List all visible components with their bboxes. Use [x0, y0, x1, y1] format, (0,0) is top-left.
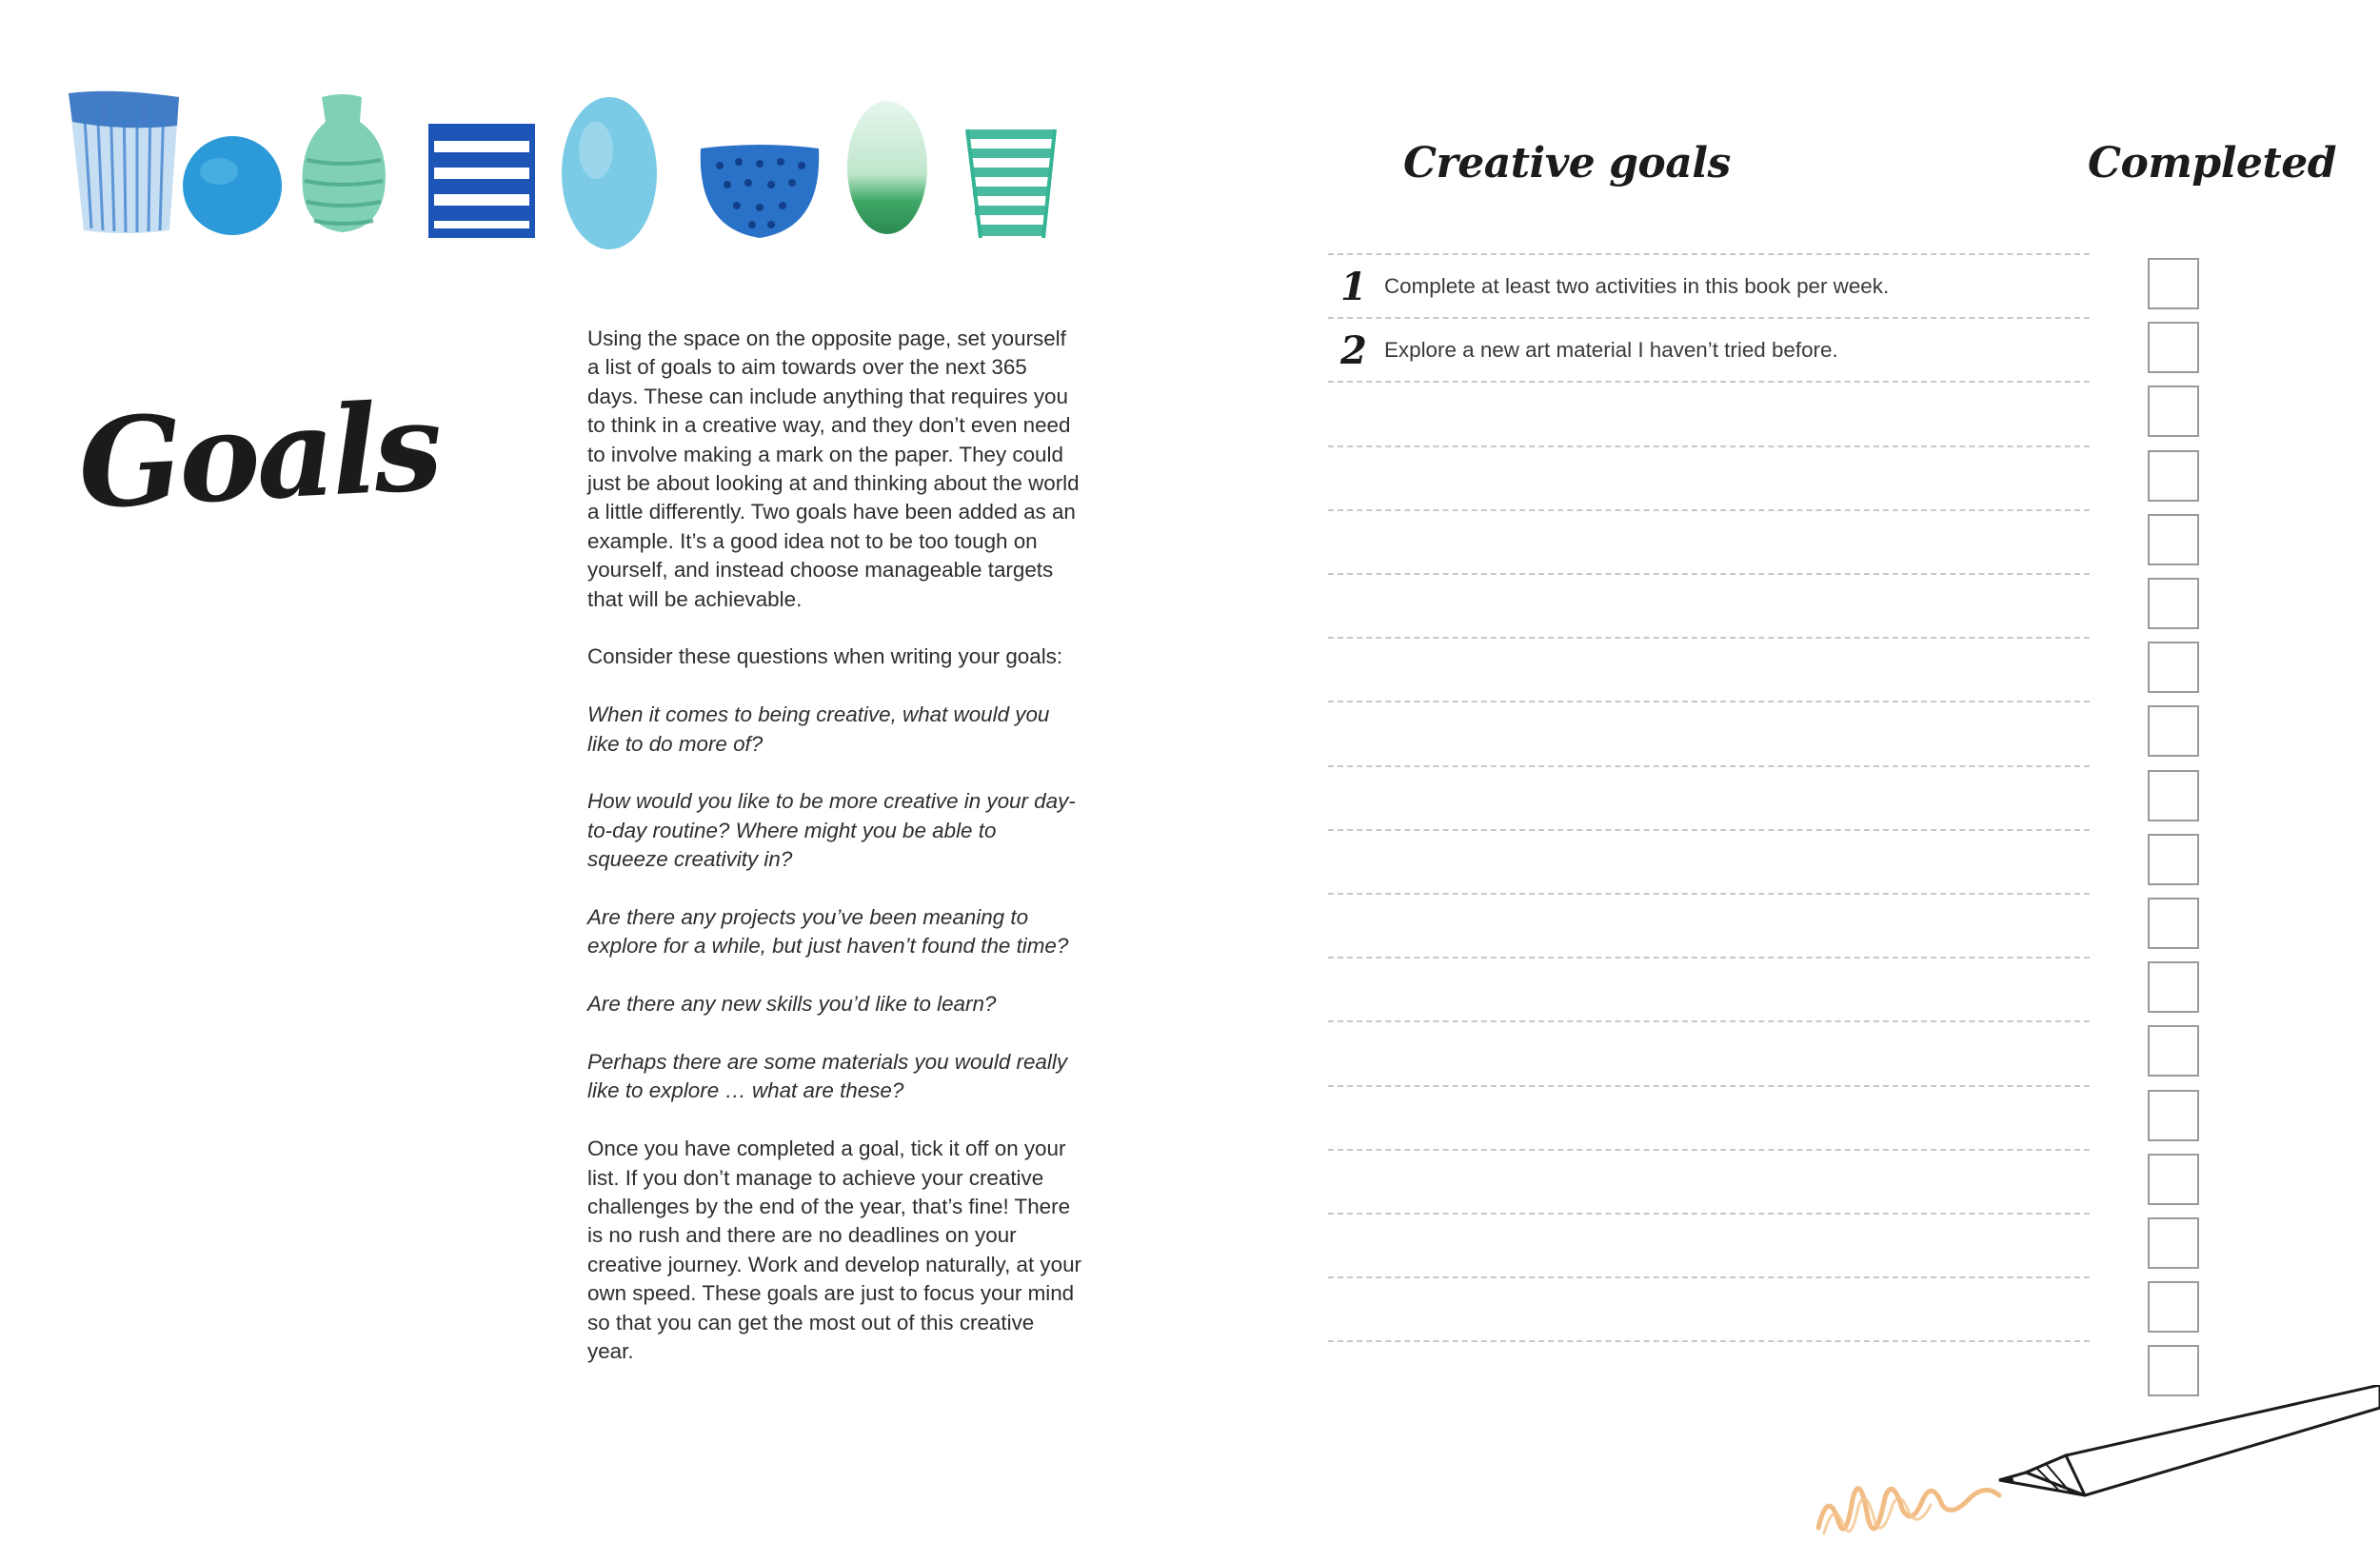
- goal-line: [1328, 701, 2090, 702]
- vase-round-blue: [183, 136, 282, 235]
- goal-line: [1328, 1213, 2090, 1215]
- goal-line: [1328, 509, 2090, 511]
- goal-row[interactable]: [1340, 326, 1838, 374]
- goal-line: [1328, 1340, 2090, 1342]
- goal-text: Complete at least two activities in this book per week.: [1384, 274, 1890, 298]
- completed-checkbox[interactable]: [2148, 834, 2199, 885]
- completed-checkbox[interactable]: [2148, 322, 2199, 373]
- goal-text: Explore a new art material I haven’t tried before.: [1384, 338, 1838, 363]
- completed-checkbox[interactable]: [2148, 705, 2199, 757]
- goal-row[interactable]: [1340, 263, 1889, 310]
- completed-checkbox[interactable]: [2148, 258, 2199, 309]
- completed-checkbox[interactable]: [2148, 1025, 2199, 1077]
- completed-checkbox[interactable]: [2148, 450, 2199, 502]
- page-title: Goals: [74, 375, 443, 537]
- goal-line: [1328, 317, 2090, 319]
- completed-checkbox[interactable]: [2148, 1217, 2199, 1269]
- watercolour-vases-illustration: [57, 86, 1066, 257]
- vase-striped-cup: [69, 91, 179, 233]
- vase-teal-stripes: [967, 129, 1055, 238]
- prompt-question: Are there any projects you’ve been meaning to explore for a while, but just haven’t found the time?: [587, 905, 1069, 959]
- goal-line: [1328, 253, 2090, 255]
- intro-paragraph: Using the space on the opposite page, set yourself a list of goals to aim towards over the next 365 days. These can include anything that requires you to think in a creative way, and they don’t even need to involve making a mark on the paper. They could just be about looking at and thinking about the world a little differently. Two goals have been added as an example. It’s a good idea not to be too tough on yourself, and instead choose manageable targets that will be achievable.: [587, 326, 1080, 611]
- prompt-question: How would you like to be more creative in your day-to-day routine? Where might you be able to squeeze creativity in?: [587, 789, 1076, 872]
- goal-line: [1328, 573, 2090, 575]
- goal-line: [1328, 1020, 2090, 1022]
- goal-line: [1328, 1276, 2090, 1278]
- goal-line: [1328, 381, 2090, 383]
- prompt-question: Are there any new skills you’d like to learn?: [587, 992, 997, 1017]
- completed-heading: Completed: [2088, 139, 2336, 188]
- vase-green-bottle: [303, 94, 386, 232]
- goal-line: [1328, 1149, 2090, 1151]
- goal-line: [1328, 829, 2090, 831]
- goal-number: 1: [1340, 264, 1367, 309]
- goal-line: [1328, 893, 2090, 895]
- completed-checkbox[interactable]: [2148, 514, 2199, 565]
- completed-checkbox[interactable]: [2148, 386, 2199, 437]
- vase-green-ombre: [847, 101, 927, 234]
- goal-line: [1328, 957, 2090, 959]
- completed-checkbox[interactable]: [2148, 898, 2199, 949]
- intro-paragraph: Consider these questions when writing your goals:: [587, 644, 1063, 669]
- vase-navy-stripes: [428, 124, 535, 238]
- completed-checkbox[interactable]: [2148, 961, 2199, 1013]
- creative-goals-heading: Creative goals: [1403, 139, 1731, 188]
- completed-checkbox[interactable]: [2148, 1090, 2199, 1141]
- goal-line: [1328, 765, 2090, 767]
- completed-checkbox[interactable]: [2148, 1154, 2199, 1205]
- goal-line: [1328, 445, 2090, 447]
- goal-number: 2: [1340, 327, 1367, 373]
- vase-tall-light-blue: [562, 97, 657, 249]
- prompt-question: Perhaps there are some materials you would really like to explore … what are these?: [587, 1050, 1068, 1103]
- completed-checkbox[interactable]: [2148, 578, 2199, 629]
- goal-line: [1328, 637, 2090, 639]
- goal-line: [1328, 1085, 2090, 1087]
- vase-dotted-bowl: [701, 145, 819, 238]
- completed-checkbox[interactable]: [2148, 770, 2199, 821]
- completed-checkbox[interactable]: [2148, 1281, 2199, 1333]
- intro-paragraph: Once you have completed a goal, tick it off on your list. If you don’t manage to achieve your creative challenges by the end of the year, that’s fine! There is no rush and there are no deadlines on your creative journey. Work and develop naturally, at your own speed. These goals are just to focus your mind so that you can get the most out of this creative year.: [587, 1137, 1081, 1364]
- intro-text: [587, 325, 1082, 1367]
- pencil-icon: [1809, 1385, 2380, 1562]
- prompt-question: When it comes to being creative, what would you like to do more of?: [587, 702, 1050, 756]
- completed-checkbox[interactable]: [2148, 642, 2199, 693]
